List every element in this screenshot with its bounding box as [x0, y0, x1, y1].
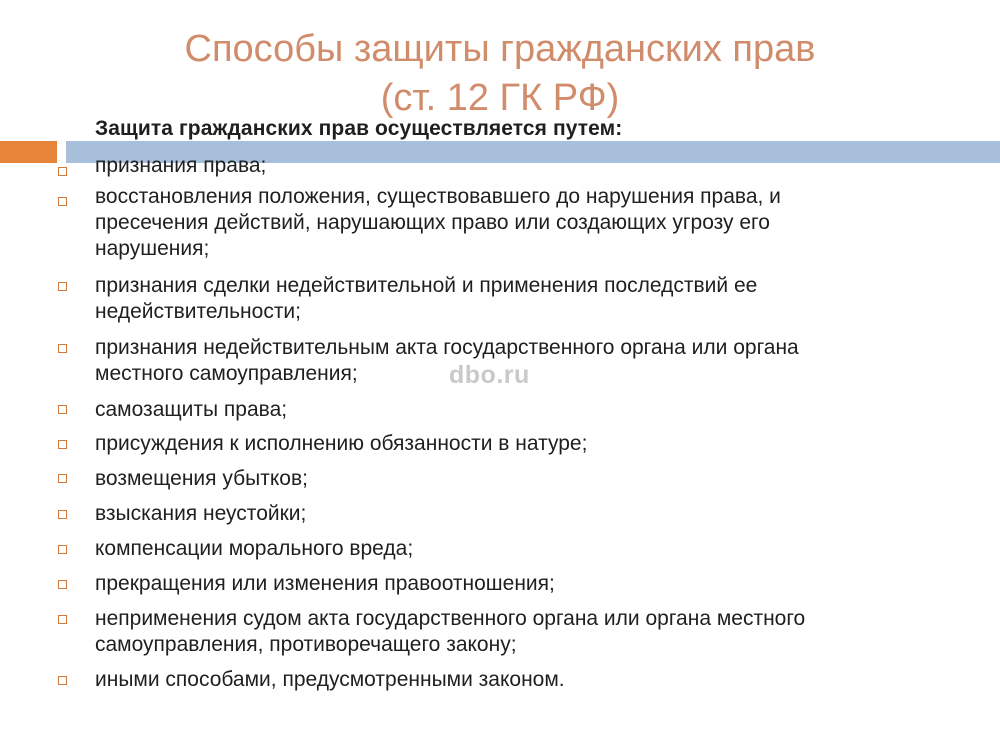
watermark: dbo.ru [449, 361, 530, 389]
square-bullet-icon [58, 405, 67, 414]
list-item-text: возмещения убытков; [95, 467, 308, 490]
square-bullet-icon [58, 474, 67, 483]
square-bullet-icon [58, 344, 67, 353]
list-item-text: самозащиты права; [95, 398, 288, 421]
square-bullet-icon [58, 615, 67, 624]
list-item-text: неприменения судом акта государственного органа или органа местного самоуправления, противоречащего закону; [95, 607, 806, 656]
list-item-text: присуждения к исполнению обязанности в натуре; [95, 432, 588, 455]
list-item-text: прекращения или изменения правоотношения; [95, 572, 555, 595]
square-bullet-icon [58, 197, 67, 206]
square-bullet-icon [58, 167, 67, 176]
decorative-orange-bar [0, 141, 57, 163]
square-bullet-icon [58, 676, 67, 685]
square-bullet-icon [58, 545, 67, 554]
slide-title-line-2: (ст. 12 ГК РФ) [380, 77, 620, 119]
square-bullet-icon [58, 510, 67, 519]
list-item-text: признания недействительным акта государственного органа или органа местного самоуправления; [95, 336, 799, 385]
list-item-text: компенсации морального вреда; [95, 537, 414, 560]
list-item-text: взыскания неустойки; [95, 502, 307, 525]
slide-title-line-1: Способы защиты гражданских прав [184, 28, 816, 70]
list-item-text: признания сделки недействительной и применения последствий ее недействительности; [95, 274, 758, 323]
list-item-text: признания права; [95, 154, 267, 177]
square-bullet-icon [58, 282, 67, 291]
list-item-text: иными способами, предусмотренными законом. [95, 668, 565, 691]
slide-title [0, 25, 1000, 123]
list-intro: Защита гражданских прав осуществляется путем: [95, 117, 623, 140]
square-bullet-icon [58, 580, 67, 589]
list-item-text: восстановления положения, существовавшего до нарушения права, и пресечения действий, нарушающих право или создающих угрозу его нарушения; [95, 185, 781, 260]
square-bullet-icon [58, 440, 67, 449]
